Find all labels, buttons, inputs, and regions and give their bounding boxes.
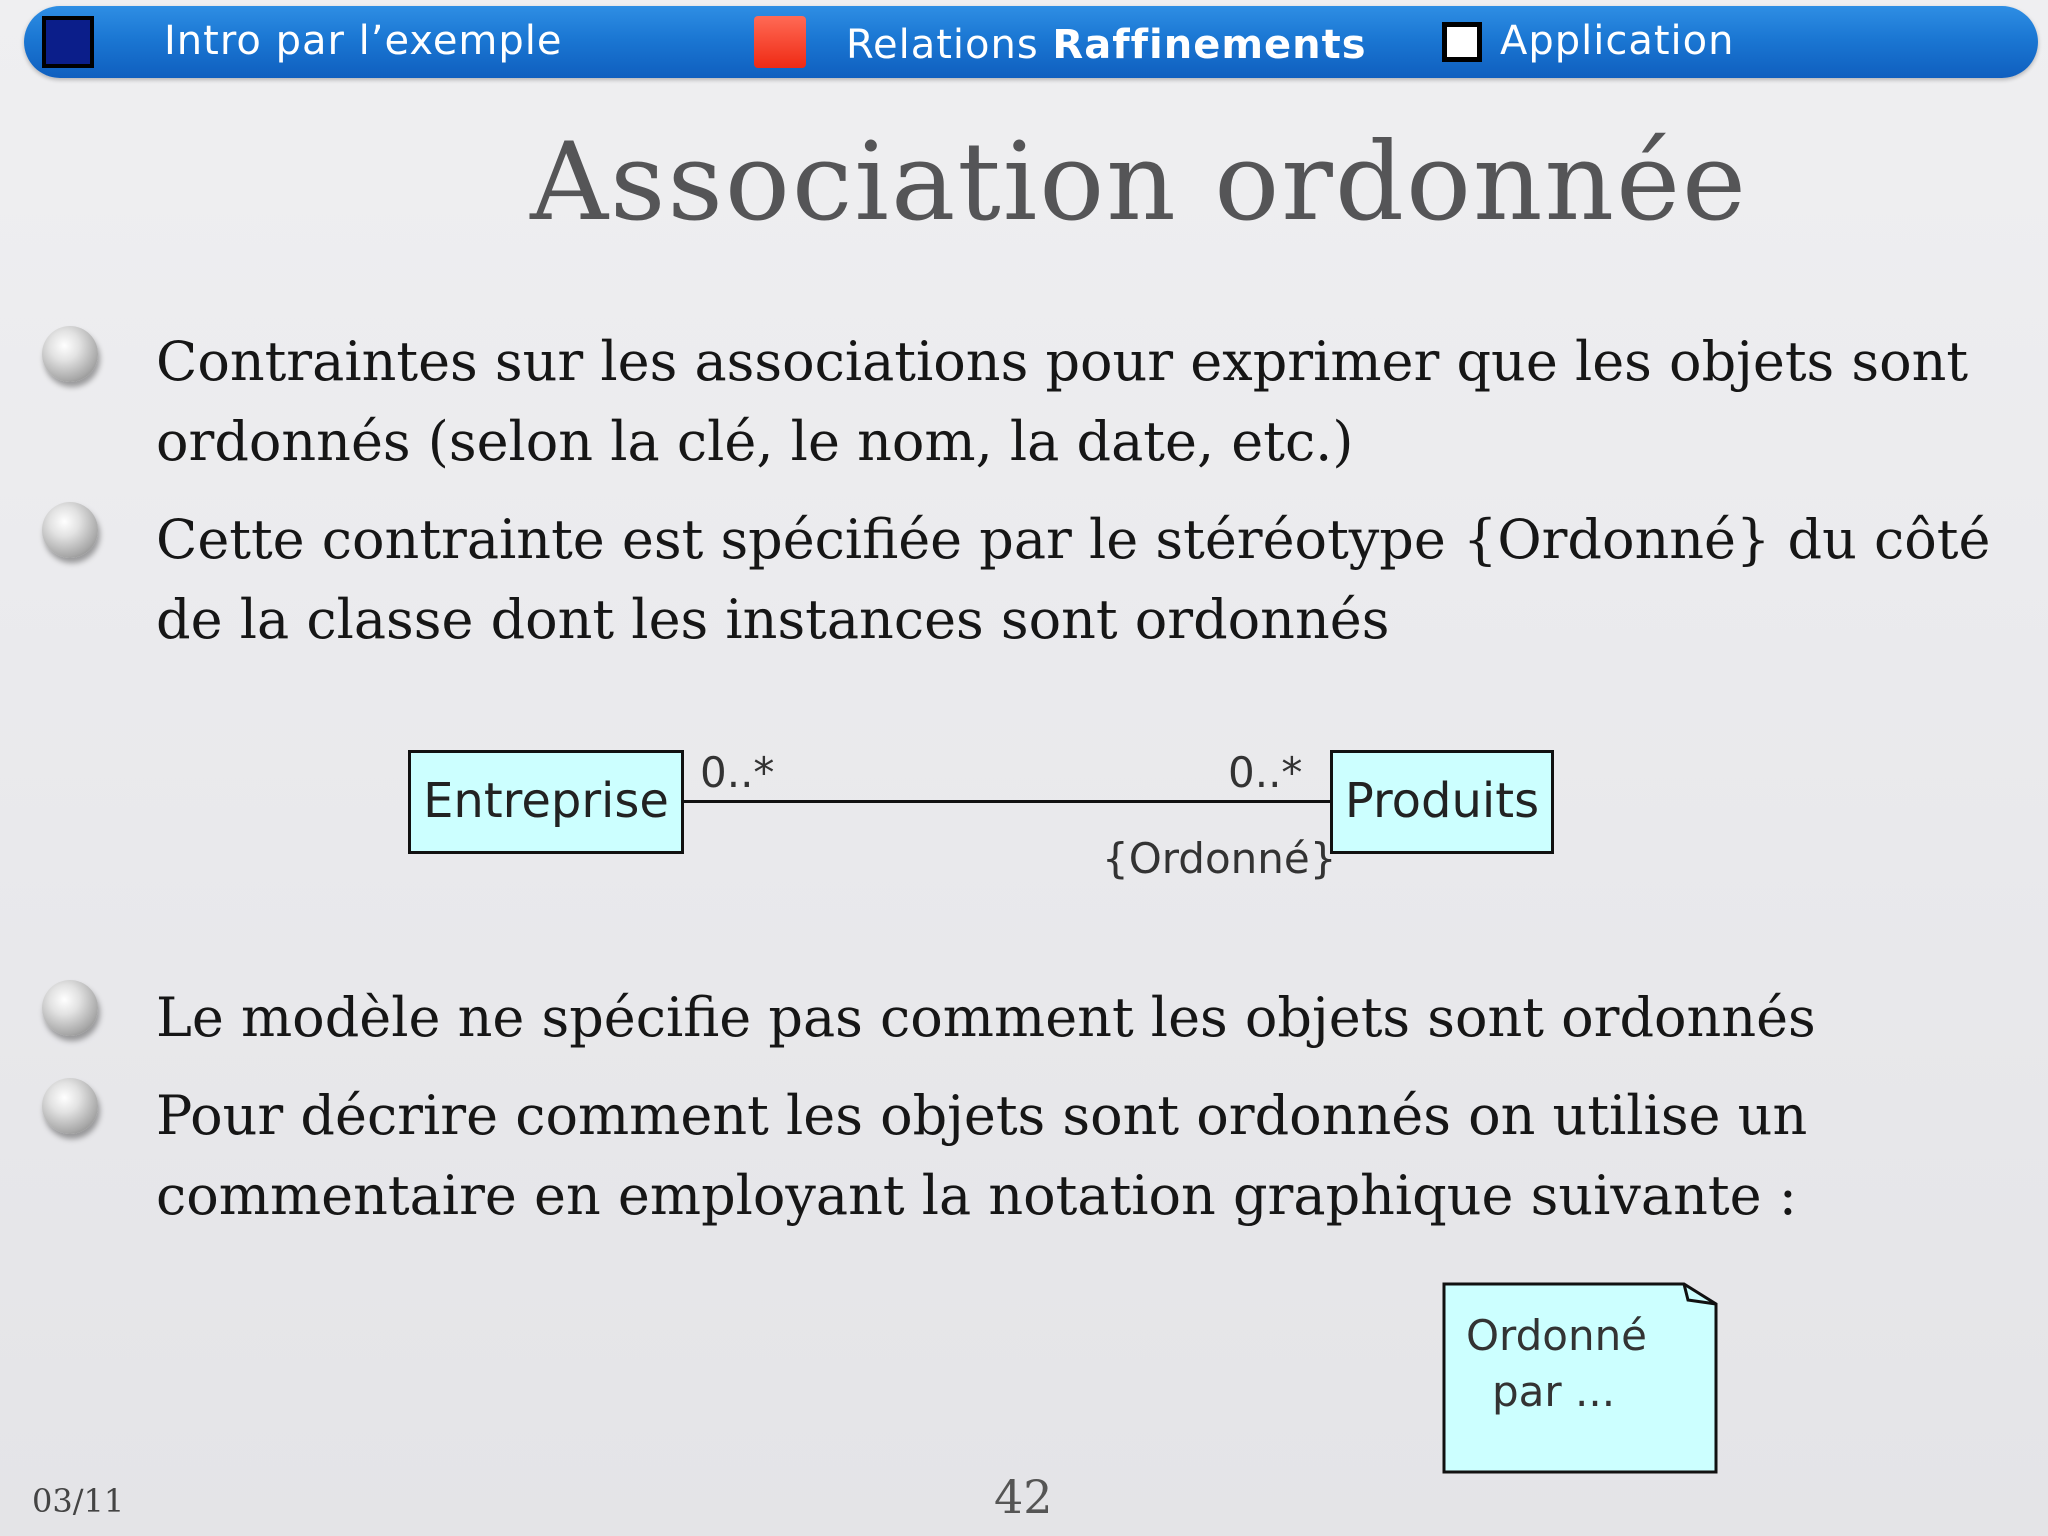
nav-application-box-icon <box>1442 22 1482 62</box>
bullet-text-4: Pour décrire comment les objets sont ordonnés on utilise un commentaire en employant la notation graphique suivante : <box>156 1084 1808 1227</box>
nav-raffinements-label: Raffinements <box>1052 22 1367 68</box>
note-text <box>1466 1308 1706 1420</box>
bullet-icon <box>42 980 98 1036</box>
bullet-text-3: Le modèle ne spécifie pas comment les objets sont ordonnés <box>156 986 1816 1049</box>
bullet-icon <box>42 326 98 382</box>
nav-intro-box-icon <box>42 16 94 68</box>
ordered-constraint-label: {Ordonné} <box>1102 834 1337 883</box>
right-multiplicity-label: 0..* <box>1228 748 1303 797</box>
left-multiplicity-label: 0..* <box>700 748 775 797</box>
nav-current-section-box-icon <box>754 16 806 68</box>
bullet-text-1: Contraintes sur les associations pour exprimer que les objets sont ordonnés (selon la clé, le nom, la date, etc.) <box>156 330 1969 473</box>
class-box-produits: Produits <box>1330 750 1554 854</box>
nav-application[interactable] <box>1442 6 2002 78</box>
uml-note <box>1442 1282 1718 1474</box>
nav-intro[interactable] <box>42 6 602 78</box>
note-line-1: Ordonné <box>1466 1311 1648 1360</box>
note-line-2: par ... <box>1492 1367 1616 1416</box>
nav-relations-text: Relations <box>846 22 1039 68</box>
nav-relations-label <box>846 22 1367 68</box>
navigation-bar <box>24 6 2038 78</box>
bullet-text-2: Cette contrainte est spécifiée par le stéréotype {Ordonné} du côté de la classe dont les instances sont ordonnés <box>156 508 1991 651</box>
class-box-entreprise: Entreprise <box>408 750 684 854</box>
nav-application-label: Application <box>1500 18 1735 64</box>
slide-title: Association ordonnée <box>530 120 1748 245</box>
nav-relations[interactable] <box>754 6 1374 78</box>
bullet-icon <box>42 1078 98 1134</box>
nav-intro-label: Intro par l’exemple <box>164 18 563 64</box>
association-line <box>684 800 1330 803</box>
page-number: 42 <box>994 1470 1053 1524</box>
footer-date: 03/11 <box>32 1482 125 1520</box>
bullet-icon <box>42 502 98 558</box>
